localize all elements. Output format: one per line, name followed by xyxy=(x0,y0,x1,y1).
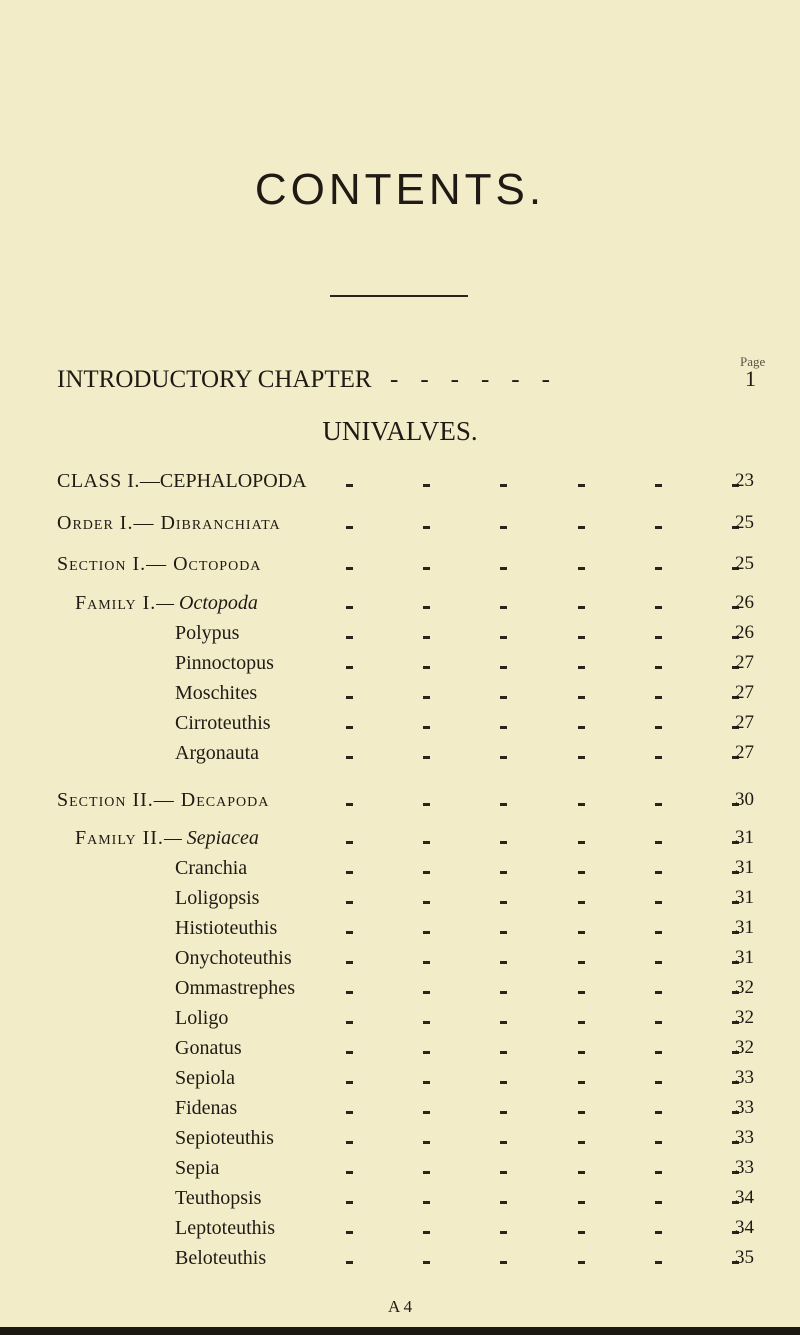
toc-entry-page: 23 xyxy=(735,470,754,491)
toc-entry-label xyxy=(175,1127,274,1150)
page-title: CONTENTS. xyxy=(254,165,546,214)
toc-entry[interactable] xyxy=(0,742,800,772)
toc-entry-title: Moschites xyxy=(175,682,258,704)
toc-entry-page: 33 xyxy=(735,1127,754,1148)
toc-entry-title: Ommastrephes xyxy=(175,977,295,999)
toc-entry-title: Gonatus xyxy=(175,1037,242,1059)
toc-entry-label xyxy=(75,592,258,615)
toc-entry-label xyxy=(175,1007,228,1030)
toc-entry-page: 33 xyxy=(735,1097,754,1118)
toc-entry-title: Pinnoctopus xyxy=(175,652,274,674)
toc-entry-page: 32 xyxy=(735,977,754,998)
toc-entry-title: Fidenas xyxy=(175,1097,238,1119)
toc-entry-label xyxy=(175,1187,261,1210)
intro-entry-page: 1 xyxy=(745,366,756,391)
toc-entry-title: Argonauta xyxy=(175,742,260,764)
toc-entry-title: Sepioteuthis xyxy=(175,1127,274,1149)
toc-entry[interactable] xyxy=(0,1037,800,1067)
toc-entry-title: Onychoteuthis xyxy=(175,947,292,969)
toc-entry-title: Sepiola xyxy=(175,1067,235,1089)
toc-entry-label xyxy=(175,977,295,1000)
toc-entry-label xyxy=(175,1097,237,1120)
toc-entry[interactable] xyxy=(0,917,800,947)
toc-entry-title: —CEPHALOPODA xyxy=(139,470,307,492)
toc-entry-page: 31 xyxy=(735,887,754,908)
toc-entry[interactable] xyxy=(0,1217,800,1247)
toc-entry-title: — Decapoda xyxy=(153,789,270,811)
toc-entry-title: — Octopoda xyxy=(156,592,258,614)
toc-entry-label xyxy=(175,1067,235,1090)
toc-entry-prefix: Family II. xyxy=(75,827,164,849)
toc-entry-page: 26 xyxy=(735,622,754,643)
toc-entry[interactable] xyxy=(0,622,800,652)
toc-entry-page: 33 xyxy=(735,1067,754,1088)
toc-entry-label xyxy=(57,789,269,812)
toc-entry-prefix: CLASS I. xyxy=(57,470,140,492)
toc-entry-label xyxy=(175,1157,219,1180)
toc-entry-page: 25 xyxy=(735,553,754,574)
toc-entry[interactable] xyxy=(0,553,800,583)
toc-entry-title: — Sepiacea xyxy=(163,827,259,849)
toc-entry-title: Cirroteuthis xyxy=(175,712,271,734)
bottom-edge-bar xyxy=(0,1327,800,1335)
section-heading: UNIVALVES. xyxy=(322,416,478,446)
toc-entry-label xyxy=(175,917,277,940)
toc-entry-page: 27 xyxy=(735,712,754,733)
toc-entry-label xyxy=(57,512,281,535)
toc-entry-page: 34 xyxy=(735,1187,754,1208)
page-column-header: Page xyxy=(740,354,766,369)
toc-entry[interactable] xyxy=(0,1067,800,1097)
toc-entry-label xyxy=(175,1247,266,1270)
toc-entry-label xyxy=(175,712,271,735)
toc-entry-page: 35 xyxy=(735,1247,754,1268)
toc-entry[interactable] xyxy=(0,977,800,1007)
toc-entry-page: 31 xyxy=(735,917,754,938)
toc-entry-title: Leptoteuthis xyxy=(175,1217,275,1239)
toc-entry-title: — Dibranchiata xyxy=(133,512,281,534)
toc-entry[interactable] xyxy=(0,947,800,977)
toc-entry-label xyxy=(175,622,239,645)
intro-entry-label[interactable]: INTRODUCTORY CHAPTER xyxy=(57,366,372,393)
intro-leader-dashes: ------ xyxy=(390,366,572,393)
toc-entry[interactable] xyxy=(0,1097,800,1127)
toc-entry-page: 31 xyxy=(735,827,754,848)
toc-entry-title: Sepia xyxy=(175,1157,220,1179)
toc-entry-page: 31 xyxy=(735,947,754,968)
toc-entry-title: Histioteuthis xyxy=(175,917,278,939)
toc-entry[interactable] xyxy=(0,592,800,622)
toc-entry[interactable] xyxy=(0,1187,800,1217)
toc-entry[interactable] xyxy=(0,470,800,500)
signature-mark: A 4 xyxy=(388,1297,413,1316)
toc-entry-prefix: Family I. xyxy=(75,592,157,614)
toc-entry-page: 27 xyxy=(735,682,754,703)
toc-entry-label xyxy=(175,1037,242,1060)
toc-entry-page: 31 xyxy=(735,857,754,878)
toc-entry-label xyxy=(175,947,292,970)
toc-entry-page: 34 xyxy=(735,1217,754,1238)
toc-entry-title: Beloteuthis xyxy=(175,1247,267,1269)
toc-entry-page: 27 xyxy=(735,742,754,763)
toc-entry-label xyxy=(175,652,274,675)
toc-entry[interactable] xyxy=(0,827,800,857)
toc-entry-page: 25 xyxy=(735,512,754,533)
toc-entry-page: 33 xyxy=(735,1157,754,1178)
toc-entry-title: Polypus xyxy=(175,622,240,644)
toc-entry-label xyxy=(175,857,247,880)
toc-entry[interactable] xyxy=(0,1157,800,1187)
toc-entry-title: Loligopsis xyxy=(175,887,260,909)
toc-entry-title: — Octopoda xyxy=(146,553,262,575)
toc-entry-prefix: Section II. xyxy=(57,789,154,811)
toc-entry-page: 30 xyxy=(735,789,754,810)
toc-entry[interactable] xyxy=(0,652,800,682)
toc-entry-label xyxy=(57,553,261,576)
toc-entry-title: Loligo xyxy=(175,1007,229,1029)
toc-entry[interactable] xyxy=(0,712,800,742)
toc-entry[interactable] xyxy=(0,512,800,542)
toc-entry[interactable] xyxy=(0,1247,800,1277)
toc-entry-title: Teuthopsis xyxy=(175,1187,262,1209)
toc-entry-label xyxy=(175,1217,275,1240)
toc-entry[interactable] xyxy=(0,1127,800,1157)
toc-entry-label xyxy=(75,827,259,850)
toc-entry-label xyxy=(57,470,307,493)
toc-entry-label xyxy=(175,682,257,705)
toc-entry[interactable] xyxy=(0,682,800,712)
toc-entry[interactable] xyxy=(0,857,800,887)
toc-entry-prefix: Order I. xyxy=(57,512,134,534)
toc-entry-title: Cranchia xyxy=(175,857,248,879)
toc-entry-label xyxy=(175,742,259,765)
toc-entry-label xyxy=(175,887,259,910)
toc-entry-page: 27 xyxy=(735,652,754,673)
toc-entry-page: 32 xyxy=(735,1007,754,1028)
toc-entry[interactable] xyxy=(0,1007,800,1037)
title-rule xyxy=(330,295,468,297)
toc-entry[interactable] xyxy=(0,789,800,819)
toc-entry-prefix: Section I. xyxy=(57,553,147,575)
toc-entry[interactable] xyxy=(0,887,800,917)
toc-entry-page: 32 xyxy=(735,1037,754,1058)
toc-entry-page: 26 xyxy=(735,592,754,613)
